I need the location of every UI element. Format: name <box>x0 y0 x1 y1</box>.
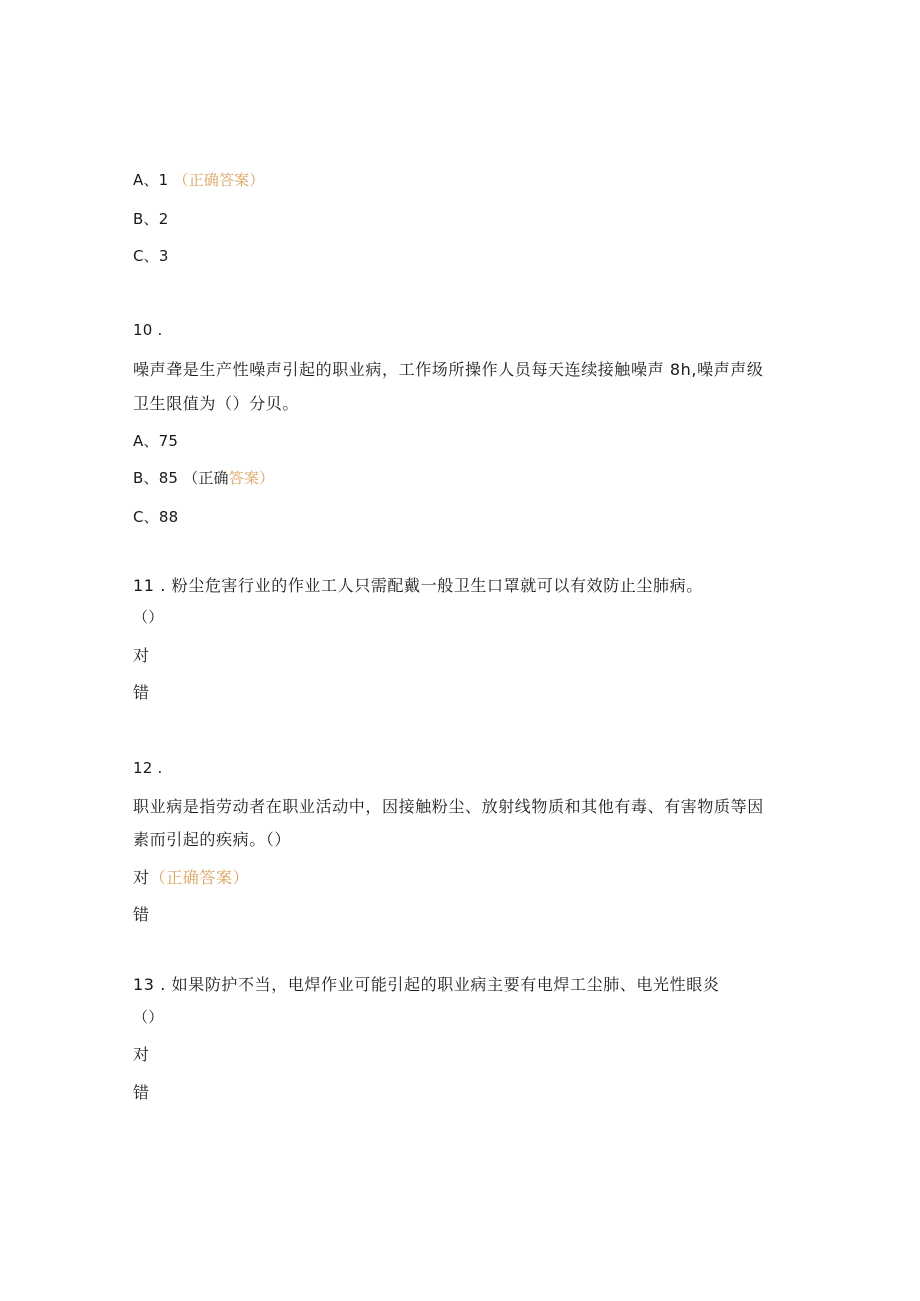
q10-text-line2: 卫生限值为（）分贝。 <box>133 394 300 413</box>
correct-answer-tag-prefix: （正确 <box>183 469 229 487</box>
correct-answer-tag-suffix: 答案） <box>228 469 275 487</box>
q9-option-a <box>133 170 265 190</box>
q11-option-true: 对 <box>133 646 150 665</box>
q13-option-false: 错 <box>133 1083 150 1102</box>
q9-option-a-label: A、1 <box>133 171 169 189</box>
correct-answer-tag: （正确答案） <box>149 868 250 887</box>
q10-number: 10 . <box>133 321 163 339</box>
q11-text-line2: （） <box>133 608 164 626</box>
q10-option-b-label: B、85 <box>133 469 179 487</box>
q12-text-line2: 素而引起的疾病。（） <box>133 830 292 849</box>
q12-option-false: 错 <box>133 905 150 924</box>
q13-text-line2: （） <box>133 1008 164 1026</box>
q13-text-line1: 13 . 如果防护不当，电焊作业可能引起的职业病主要有电焊工尘肺、电光性眼炎 <box>133 975 720 994</box>
q10-option-b <box>133 468 274 488</box>
q12-number: 12 . <box>133 759 163 777</box>
q12-option-true-label: 对 <box>133 868 150 887</box>
q12-option-true <box>133 868 249 888</box>
q13-option-true: 对 <box>133 1045 150 1064</box>
q12-text-line1: 职业病是指劳动者在职业活动中，因接触粉尘、放射线物质和其他有毒、有害物质等因 <box>133 797 764 816</box>
q10-option-a: A、75 <box>133 432 179 450</box>
q11-text-line1: 11 . 粉尘危害行业的作业工人只需配戴一般卫生口罩就可以有效防止尘肺病。 <box>133 576 703 595</box>
q10-option-c: C、88 <box>133 508 179 526</box>
q10-text-line1: 噪声聋是生产性噪声引起的职业病，工作场所操作人员每天连续接触噪声 8h,噪声声级 <box>133 360 764 379</box>
q9-option-b: B、2 <box>133 210 169 228</box>
q9-option-c: C、3 <box>133 247 169 265</box>
correct-answer-tag: （正确答案） <box>173 171 265 189</box>
q11-option-false: 错 <box>133 683 150 702</box>
